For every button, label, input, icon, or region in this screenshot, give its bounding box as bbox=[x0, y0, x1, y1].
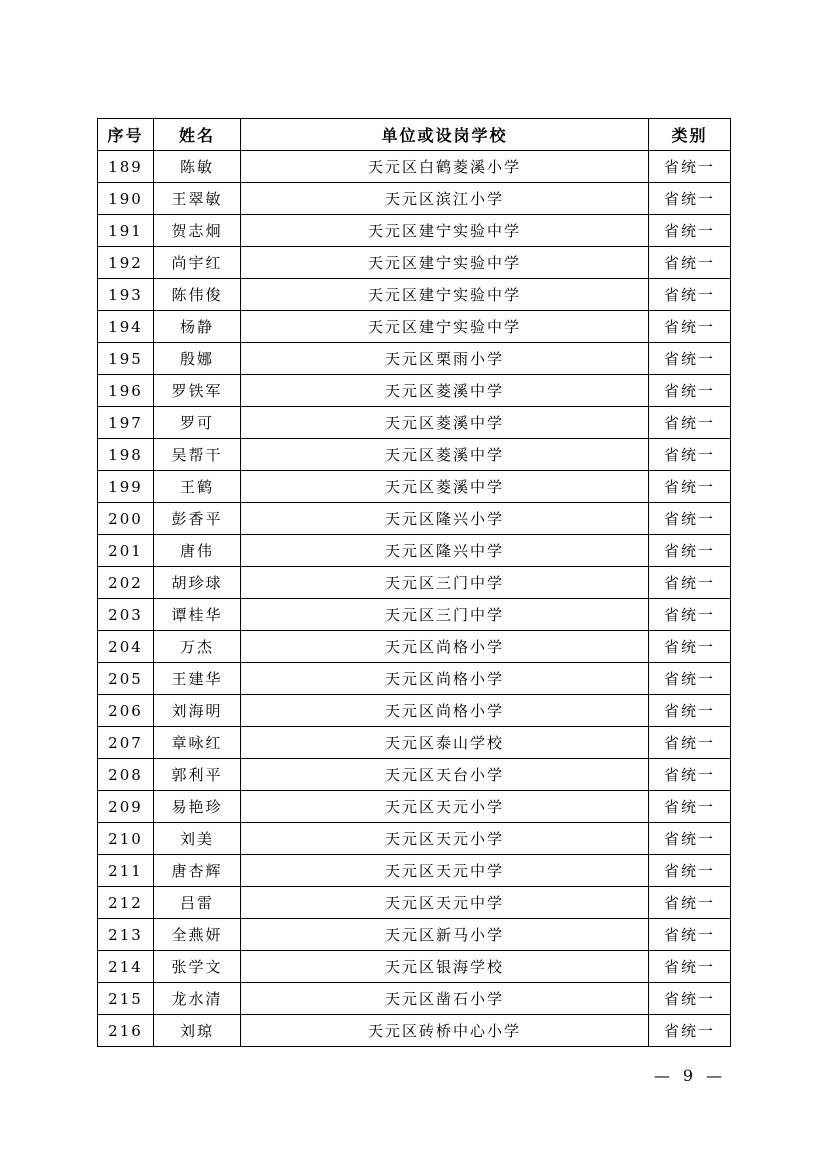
cell-name: 罗铁军 bbox=[154, 375, 241, 407]
cell-serial: 209 bbox=[98, 791, 154, 823]
cell-category: 省统一 bbox=[649, 663, 731, 695]
cell-name: 张学文 bbox=[154, 951, 241, 983]
cell-name: 万杰 bbox=[154, 631, 241, 663]
cell-serial: 202 bbox=[98, 567, 154, 599]
cell-name: 唐伟 bbox=[154, 535, 241, 567]
cell-school: 天元区砖桥中心小学 bbox=[241, 1015, 649, 1047]
cell-category: 省统一 bbox=[649, 631, 731, 663]
cell-serial: 210 bbox=[98, 823, 154, 855]
cell-name: 吴帮干 bbox=[154, 439, 241, 471]
cell-category: 省统一 bbox=[649, 855, 731, 887]
cell-school: 天元区凿石小学 bbox=[241, 983, 649, 1015]
cell-name: 刘美 bbox=[154, 823, 241, 855]
cell-name: 全燕妍 bbox=[154, 919, 241, 951]
table-row bbox=[98, 407, 731, 439]
cell-name: 彭香平 bbox=[154, 503, 241, 535]
cell-serial: 204 bbox=[98, 631, 154, 663]
cell-school: 天元区尚格小学 bbox=[241, 631, 649, 663]
cell-serial: 195 bbox=[98, 343, 154, 375]
cell-name: 尚宇红 bbox=[154, 247, 241, 279]
cell-school: 天元区建宁实验中学 bbox=[241, 311, 649, 343]
cell-serial: 189 bbox=[98, 151, 154, 183]
cell-school: 天元区尚格小学 bbox=[241, 695, 649, 727]
table-row bbox=[98, 887, 731, 919]
cell-school: 天元区建宁实验中学 bbox=[241, 215, 649, 247]
cell-name: 陈伟俊 bbox=[154, 279, 241, 311]
cell-serial: 213 bbox=[98, 919, 154, 951]
table-row bbox=[98, 183, 731, 215]
cell-school: 天元区隆兴小学 bbox=[241, 503, 649, 535]
cell-name: 吕雷 bbox=[154, 887, 241, 919]
cell-name: 谭桂华 bbox=[154, 599, 241, 631]
cell-name: 杨静 bbox=[154, 311, 241, 343]
cell-category: 省统一 bbox=[649, 599, 731, 631]
cell-serial: 205 bbox=[98, 663, 154, 695]
cell-school: 天元区三门中学 bbox=[241, 599, 649, 631]
cell-school: 天元区建宁实验中学 bbox=[241, 247, 649, 279]
cell-school: 天元区天元中学 bbox=[241, 855, 649, 887]
table-row bbox=[98, 855, 731, 887]
cell-category: 省统一 bbox=[649, 183, 731, 215]
cell-serial: 207 bbox=[98, 727, 154, 759]
cell-serial: 198 bbox=[98, 439, 154, 471]
cell-category: 省统一 bbox=[649, 759, 731, 791]
cell-category: 省统一 bbox=[649, 983, 731, 1015]
cell-name: 章咏红 bbox=[154, 727, 241, 759]
cell-category: 省统一 bbox=[649, 471, 731, 503]
cell-school: 天元区滨江小学 bbox=[241, 183, 649, 215]
cell-name: 郭利平 bbox=[154, 759, 241, 791]
cell-school: 天元区银海学校 bbox=[241, 951, 649, 983]
cell-category: 省统一 bbox=[649, 951, 731, 983]
cell-name: 王翠敏 bbox=[154, 183, 241, 215]
table-row bbox=[98, 663, 731, 695]
cell-serial: 212 bbox=[98, 887, 154, 919]
cell-serial: 197 bbox=[98, 407, 154, 439]
cell-name: 罗可 bbox=[154, 407, 241, 439]
cell-category: 省统一 bbox=[649, 919, 731, 951]
cell-serial: 196 bbox=[98, 375, 154, 407]
cell-name: 刘琼 bbox=[154, 1015, 241, 1047]
cell-serial: 192 bbox=[98, 247, 154, 279]
table-row bbox=[98, 791, 731, 823]
cell-name: 贺志炯 bbox=[154, 215, 241, 247]
table-row bbox=[98, 311, 731, 343]
table-row bbox=[98, 439, 731, 471]
cell-serial: 216 bbox=[98, 1015, 154, 1047]
cell-school: 天元区新马小学 bbox=[241, 919, 649, 951]
header-name: 姓名 bbox=[154, 119, 241, 151]
cell-serial: 191 bbox=[98, 215, 154, 247]
table-row bbox=[98, 471, 731, 503]
cell-serial: 203 bbox=[98, 599, 154, 631]
cell-category: 省统一 bbox=[649, 151, 731, 183]
cell-serial: 194 bbox=[98, 311, 154, 343]
cell-school: 天元区尚格小学 bbox=[241, 663, 649, 695]
table-row bbox=[98, 759, 731, 791]
table-row bbox=[98, 535, 731, 567]
table-row bbox=[98, 695, 731, 727]
cell-category: 省统一 bbox=[649, 311, 731, 343]
table-row bbox=[98, 215, 731, 247]
table-header-row bbox=[98, 119, 731, 151]
cell-serial: 193 bbox=[98, 279, 154, 311]
cell-serial: 201 bbox=[98, 535, 154, 567]
table-row bbox=[98, 951, 731, 983]
cell-name: 易艳珍 bbox=[154, 791, 241, 823]
header-school: 单位或设岗学校 bbox=[241, 119, 649, 151]
header-serial: 序号 bbox=[98, 119, 154, 151]
cell-school: 天元区栗雨小学 bbox=[241, 343, 649, 375]
table-row bbox=[98, 247, 731, 279]
cell-school: 天元区天台小学 bbox=[241, 759, 649, 791]
table-row bbox=[98, 279, 731, 311]
cell-serial: 199 bbox=[98, 471, 154, 503]
cell-name: 龙水清 bbox=[154, 983, 241, 1015]
cell-serial: 200 bbox=[98, 503, 154, 535]
table-row bbox=[98, 919, 731, 951]
cell-category: 省统一 bbox=[649, 823, 731, 855]
cell-serial: 190 bbox=[98, 183, 154, 215]
cell-category: 省统一 bbox=[649, 1015, 731, 1047]
table-row bbox=[98, 599, 731, 631]
cell-school: 天元区建宁实验中学 bbox=[241, 279, 649, 311]
cell-serial: 208 bbox=[98, 759, 154, 791]
cell-category: 省统一 bbox=[649, 727, 731, 759]
cell-serial: 206 bbox=[98, 695, 154, 727]
table-row bbox=[98, 503, 731, 535]
cell-serial: 211 bbox=[98, 855, 154, 887]
cell-school: 天元区天元中学 bbox=[241, 887, 649, 919]
cell-category: 省统一 bbox=[649, 343, 731, 375]
cell-category: 省统一 bbox=[649, 279, 731, 311]
cell-category: 省统一 bbox=[649, 887, 731, 919]
cell-school: 天元区天元小学 bbox=[241, 823, 649, 855]
cell-serial: 214 bbox=[98, 951, 154, 983]
header-category: 类别 bbox=[649, 119, 731, 151]
table-body bbox=[98, 151, 731, 1047]
cell-category: 省统一 bbox=[649, 567, 731, 599]
cell-category: 省统一 bbox=[649, 375, 731, 407]
cell-school: 天元区天元小学 bbox=[241, 791, 649, 823]
cell-school: 天元区菱溪中学 bbox=[241, 375, 649, 407]
cell-school: 天元区白鹤菱溪小学 bbox=[241, 151, 649, 183]
table-row bbox=[98, 375, 731, 407]
table-row bbox=[98, 823, 731, 855]
cell-category: 省统一 bbox=[649, 215, 731, 247]
cell-school: 天元区隆兴中学 bbox=[241, 535, 649, 567]
cell-school: 天元区三门中学 bbox=[241, 567, 649, 599]
cell-category: 省统一 bbox=[649, 407, 731, 439]
cell-name: 殷娜 bbox=[154, 343, 241, 375]
table-row bbox=[98, 631, 731, 663]
cell-name: 唐杏辉 bbox=[154, 855, 241, 887]
cell-name: 王建华 bbox=[154, 663, 241, 695]
table-row bbox=[98, 343, 731, 375]
table-row bbox=[98, 983, 731, 1015]
cell-school: 天元区泰山学校 bbox=[241, 727, 649, 759]
cell-category: 省统一 bbox=[649, 439, 731, 471]
cell-school: 天元区菱溪中学 bbox=[241, 407, 649, 439]
cell-serial: 215 bbox=[98, 983, 154, 1015]
table-row bbox=[98, 567, 731, 599]
table-row bbox=[98, 1015, 731, 1047]
cell-name: 刘海明 bbox=[154, 695, 241, 727]
cell-name: 王鹤 bbox=[154, 471, 241, 503]
cell-category: 省统一 bbox=[649, 791, 731, 823]
cell-category: 省统一 bbox=[649, 695, 731, 727]
table-row bbox=[98, 727, 731, 759]
cell-name: 陈敏 bbox=[154, 151, 241, 183]
page-number: — 9 — bbox=[653, 1066, 727, 1085]
cell-category: 省统一 bbox=[649, 503, 731, 535]
cell-school: 天元区菱溪中学 bbox=[241, 439, 649, 471]
table-row bbox=[98, 151, 731, 183]
cell-school: 天元区菱溪中学 bbox=[241, 471, 649, 503]
roster-table bbox=[97, 118, 731, 1047]
cell-name: 胡珍球 bbox=[154, 567, 241, 599]
cell-category: 省统一 bbox=[649, 535, 731, 567]
cell-category: 省统一 bbox=[649, 247, 731, 279]
